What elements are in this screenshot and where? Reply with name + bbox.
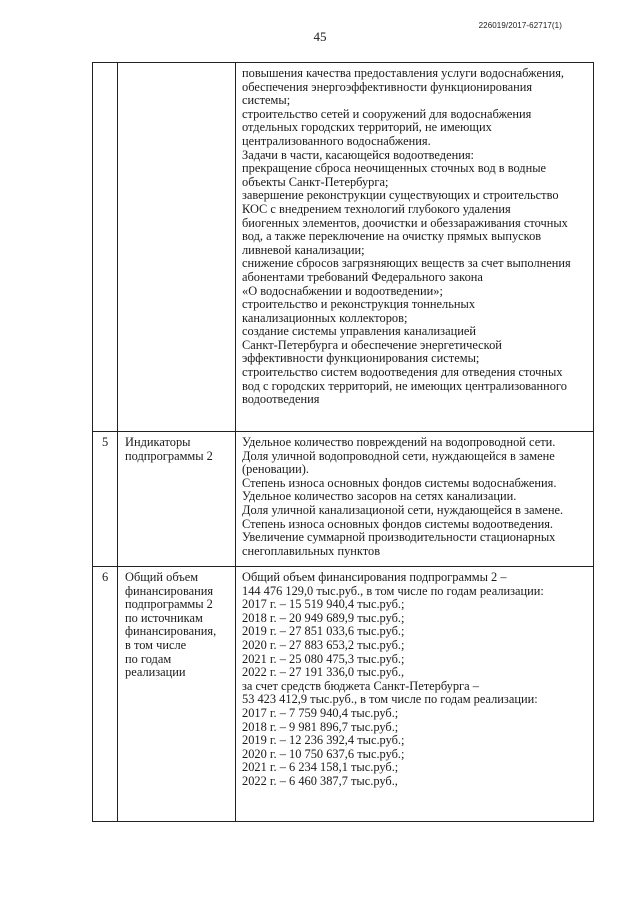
text-line: подпрограммы 2 — [125, 597, 213, 612]
text-line: 2019 г. – 12 236 392,4 тыс.руб.; — [242, 733, 405, 748]
text-line: подпрограммы 2 — [125, 448, 213, 463]
text-line: обеспечения энергоэффективности функционирования — [242, 79, 533, 94]
text-line: 2019 г. – 27 851 033,6 тыс.руб.; — [242, 624, 405, 639]
passport-table — [92, 62, 594, 822]
text-line: финансирования — [125, 583, 214, 598]
text-line: повышения качества предоставления услуги водоснабжения, — [242, 66, 565, 80]
text-line: 2020 г. – 27 883 653,2 тыс.руб.; — [242, 637, 405, 652]
row-6-label — [125, 571, 216, 680]
text-line: в том числе — [125, 637, 187, 652]
text-line: Задачи в части, касающейся водоотведения: — [242, 147, 474, 162]
text-line: строительство систем водоотведения для отведения сточных — [242, 365, 563, 380]
text-line: финансирования, — [125, 624, 217, 639]
text-line: абонентами требований Федерального закона — [242, 269, 483, 284]
text-line: отдельных городских территорий, не имеющих — [242, 120, 492, 135]
row-6-content — [242, 571, 544, 789]
text-line: Общий объем — [125, 570, 199, 584]
text-line: 2017 г. – 15 519 940,4 тыс.руб.; — [242, 597, 405, 612]
row-5-number: 5 — [102, 435, 109, 449]
text-line: Индикаторы — [125, 435, 191, 449]
text-line: строительство и реконструкция тоннельных — [242, 297, 476, 312]
text-line: Удельное количество засоров на сетях канализации. — [242, 489, 517, 504]
column-divider — [117, 63, 118, 821]
row-divider — [93, 431, 593, 432]
text-line: Увеличение суммарной производительности стационарных — [242, 530, 556, 545]
text-line: 2021 г. – 6 234 158,1 тыс.руб.; — [242, 760, 399, 775]
text-line: 2022 г. – 27 191 336,0 тыс.руб., — [242, 665, 405, 680]
row-6-number: 6 — [102, 570, 109, 584]
text-line: 2022 г. – 6 460 387,7 тыс.руб., — [242, 773, 398, 788]
text-line: Санкт-Петербурга и обеспечение энергетической — [242, 337, 502, 352]
row-5-content — [242, 436, 563, 558]
text-line: системы; — [242, 93, 291, 108]
text-line: 2020 г. – 10 750 637,6 тыс.руб.; — [242, 746, 405, 761]
text-line: строительство сетей и сооружений для водоснабжения — [242, 106, 532, 121]
text-line: ливневой канализации; — [242, 242, 365, 257]
document-id: 226019/2017-62717(1) — [478, 21, 562, 30]
text-line: водоотведения — [242, 392, 320, 407]
text-line: вод, а также переключение на очистку прямых выпусков — [242, 229, 542, 244]
text-line: «О водоснабжении и водоотведении»; — [242, 283, 443, 298]
text-line: Общий объем финансирования подпрограммы 2 – — [242, 570, 507, 584]
row-5-label — [125, 436, 213, 463]
text-line: создание системы управления канализацией — [242, 324, 476, 339]
text-line: снижение сбросов загрязняющих веществ за счет выполнения — [242, 256, 571, 271]
text-line: Степень износа основных фондов системы водоотведения. — [242, 516, 553, 531]
text-line: Удельное количество повреждений на водопроводной сети. — [242, 435, 556, 449]
row-divider — [93, 566, 593, 567]
text-line: Доля уличной водопроводной сети, нуждающейся в замене — [242, 448, 555, 463]
column-divider — [235, 63, 236, 821]
text-line: 2018 г. – 9 981 896,7 тыс.руб.; — [242, 719, 399, 734]
text-line: объекты Санкт-Петербурга; — [242, 174, 389, 189]
text-line: прекращение сброса неочищенных сточных вод в водные — [242, 161, 547, 176]
text-line: централизованного водоснабжения. — [242, 133, 431, 148]
text-line: 144 476 129,0 тыс.руб., в том числе по годам реализации: — [242, 583, 544, 598]
text-line: 2021 г. – 25 080 475,3 тыс.руб.; — [242, 651, 405, 666]
text-line: Степень износа основных фондов системы водоснабжения. — [242, 475, 557, 490]
text-line: реализации — [125, 665, 186, 680]
text-line: за счет средств бюджета Санкт-Петербурга – — [242, 678, 479, 693]
text-line: по годам — [125, 651, 172, 666]
text-line: эффективности функционирования системы; — [242, 351, 480, 366]
text-line: биогенных элементов, доочистки и обеззараживания сточных — [242, 215, 568, 230]
text-line: (реновации). — [242, 462, 309, 477]
text-line: завершение реконструкции существующих и строительство — [242, 188, 559, 203]
text-line: 53 423 412,9 тыс.руб., в том числе по годам реализации: — [242, 692, 538, 707]
text-line: Доля уличной канализационой сети, нуждающейся в замене. — [242, 502, 564, 517]
text-line: 2018 г. – 20 949 689,9 тыс.руб.; — [242, 610, 405, 625]
row-1-content — [242, 67, 571, 407]
text-line: КОС с внедрением технологий глубокого удаления — [242, 201, 511, 216]
text-line: 2017 г. – 7 759 940,4 тыс.руб.; — [242, 705, 399, 720]
text-line: снегоплавильных пунктов — [242, 543, 381, 558]
text-line: вод с городских территорий, не имеющих централизованного — [242, 378, 567, 393]
text-line: канализационных коллекторов; — [242, 310, 408, 325]
page-number: 45 — [313, 29, 327, 44]
text-line: по источникам — [125, 610, 203, 625]
